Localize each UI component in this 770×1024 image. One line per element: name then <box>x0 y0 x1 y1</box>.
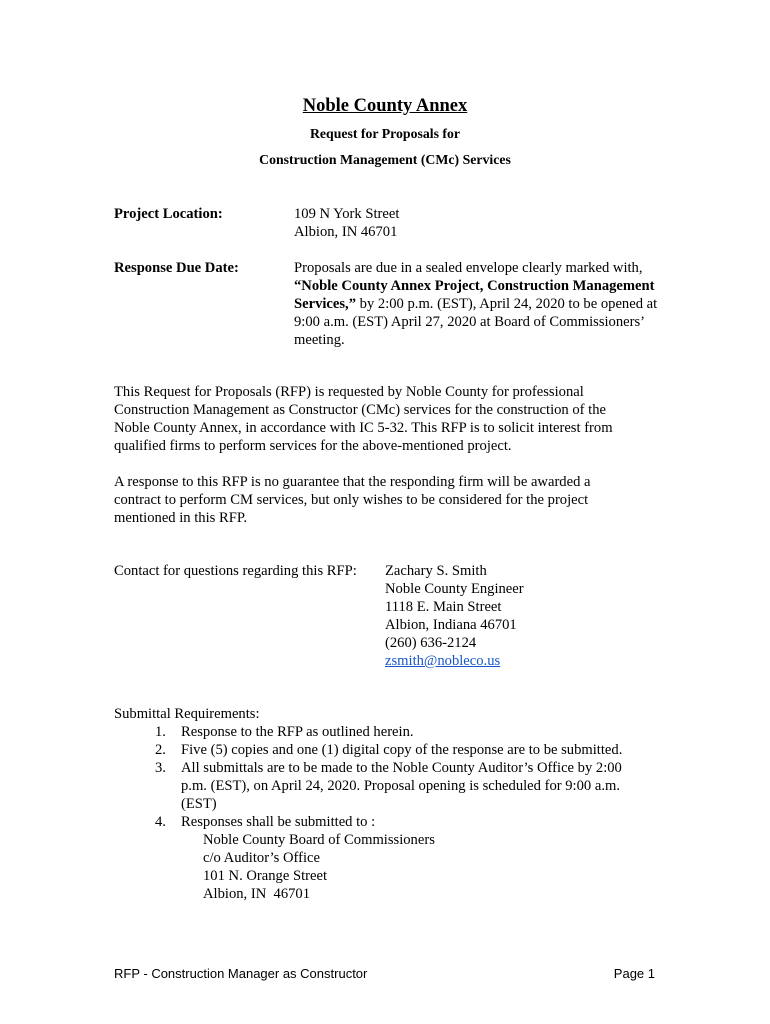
response-due-bold-text: “Noble County Annex Project, Construction Management Services,” <box>294 278 655 312</box>
list-item-text: Response to the RFP as outlined herein. <box>181 724 414 740</box>
contact-title: Noble County Engineer <box>385 581 524 597</box>
project-location-value <box>294 205 674 241</box>
list-item-number: 2. <box>155 742 166 758</box>
address-line1: Noble County Board of Commissioners <box>203 832 435 848</box>
response-due-text-after: by 2:00 p.m. (EST), April 24, 2020 to be opened at 9:00 a.m. (EST) April 27, 2020 at Board of Commissioners’ meeting. <box>294 296 658 348</box>
footer-document-title: RFP - Construction Manager as Constructor <box>114 966 368 981</box>
response-due-text-before: Proposals are due in a sealed envelope clearly marked with, <box>294 260 643 276</box>
list-item <box>155 759 646 813</box>
list-item-text: All submittals are to be made to the Noble County Auditor’s Office by 2:00 p.m. (EST), on April 24, 2020. Proposal opening is scheduled for 9:00 a.m. (EST) <box>181 760 622 812</box>
project-location-label: Project Location: <box>114 206 223 222</box>
footer-page-number: Page 1 <box>613 966 655 981</box>
contact-phone: (260) 636-2124 <box>385 635 477 651</box>
list-item <box>155 723 655 741</box>
submittal-list <box>155 723 655 903</box>
disclaimer-paragraph: A response to this RFP is no guarantee that the responding firm will be awarded a contract to perform CM services, but only wishes to be considered for the project mentioned in this RFP. <box>114 474 591 526</box>
address-line4: Albion, IN 46701 <box>203 886 311 902</box>
contact-block <box>385 562 524 670</box>
list-item <box>155 741 655 759</box>
document-title: Noble County Annex <box>302 96 468 116</box>
list-item-number: 1. <box>155 724 166 740</box>
project-location-line1: 109 N York Street <box>294 206 400 222</box>
address-line2: c/o Auditor’s Office <box>203 850 320 866</box>
document-subtitle-services: Construction Management (CMc) Services <box>259 152 511 167</box>
response-due-label: Response Due Date: <box>114 260 239 276</box>
submittal-heading: Submittal Requirements: <box>114 706 260 722</box>
address-line3: 101 N. Orange Street <box>203 868 328 884</box>
contact-label: Contact for questions regarding this RFP: <box>114 563 357 579</box>
contact-email-link[interactable]: zsmith@nobleco.us <box>385 653 501 669</box>
document-subtitle: Request for Proposals for <box>309 126 461 141</box>
list-item-number: 3. <box>155 760 166 776</box>
submittal-address <box>155 831 655 903</box>
contact-name: Zachary S. Smith <box>385 563 487 579</box>
contact-city: Albion, Indiana 46701 <box>385 617 517 633</box>
list-item-text: Five (5) copies and one (1) digital copy of the response are to be submitted. <box>181 742 623 758</box>
list-item-text: Responses shall be submitted to : <box>181 814 376 830</box>
intro-paragraph: This Request for Proposals (RFP) is requested by Noble County for professional Construction Management as Constructor (CMc) services for the construction of the Noble County Annex, in accordance with IC 5-32. This RFP is to solicit interest from qualified firms to perform services for the above-mentioned project. <box>114 384 613 454</box>
project-location-line2: Albion, IN 46701 <box>294 224 398 240</box>
response-due-value <box>294 259 666 349</box>
contact-street: 1118 E. Main Street <box>385 599 502 615</box>
list-item <box>155 813 655 831</box>
list-item-number: 4. <box>155 814 166 830</box>
